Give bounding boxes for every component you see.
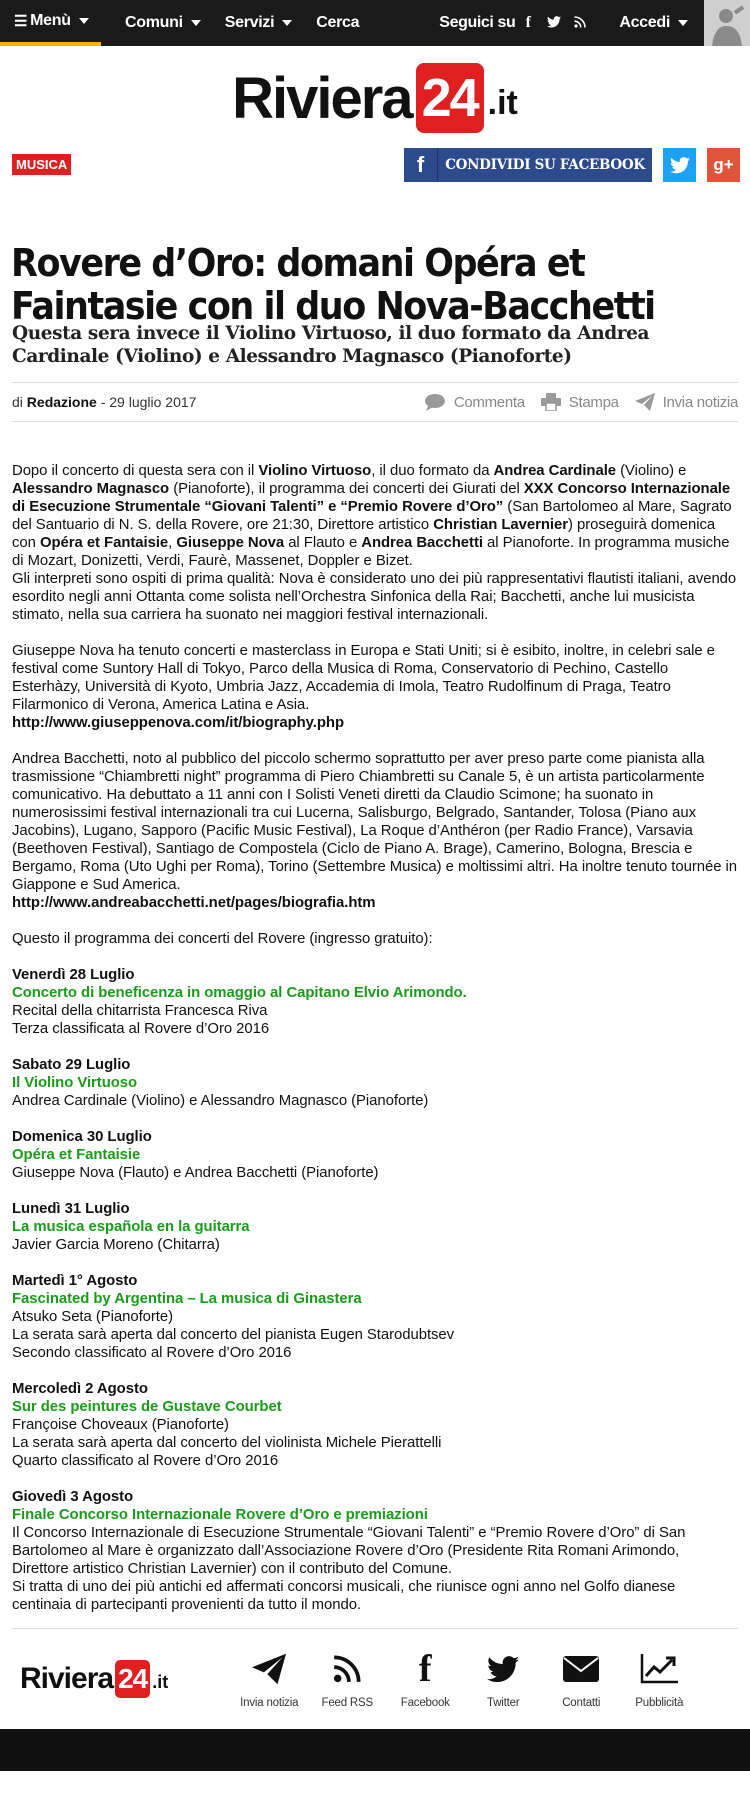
logo-riviera-text: Riviera xyxy=(20,1662,114,1695)
google-plus-icon: g+ xyxy=(713,155,734,174)
spacer xyxy=(12,1470,738,1488)
chevron-down-icon xyxy=(79,18,89,24)
site-logo[interactable] xyxy=(232,63,518,133)
event-detail: Terza classificata al Rovere d’Oro 2016 xyxy=(12,1021,270,1037)
event-title: Opéra et Fantaisie xyxy=(12,1147,141,1163)
servizi-label: Servizi xyxy=(224,14,275,31)
spacer xyxy=(12,1182,738,1200)
event-title: Il Violino Virtuoso xyxy=(12,1075,138,1091)
spacer xyxy=(12,912,738,930)
event-day: Martedì 1° Agosto xyxy=(12,1273,138,1289)
paper-plane-icon xyxy=(252,1653,286,1685)
logo-it-text: .it xyxy=(152,1672,169,1692)
event-title: Finale Concorso Internazionale Rovere d’Oro e premiazioni xyxy=(12,1507,428,1523)
event-detail: Recital della chitarrista Francesca Riva xyxy=(12,1003,268,1019)
text: (Violino) e xyxy=(616,463,687,479)
article-title: Rovere d’Oro: domani Opéra et Faintasie con il duo Nova-Bacchetti xyxy=(11,241,655,328)
text-bold: XXX Concorso Internazionale di Esecuzione Strumentale “Giovani Talenti” e “Premio Rovere d’Oro” xyxy=(12,481,731,515)
event-detail: Quarto classificato al Rovere d’Oro 2016 xyxy=(12,1453,279,1469)
paragraph-bacchetti: Andrea Bacchetti, noto al pubblico del piccolo schermo soprattutto per aver preso parte come pianista alla trasmissione “Chiambretti night” programma di Piero Chiambretti su Canale 5, è un artista particolarmente comunicativo. Ha debuttato a 11 anni con I Solisti Veneti diretti da Claudio Scimone; ha suonato in numerosissimi festival internazionali tra cui Lucerna, Salisburgo, Belgrado, Santander, Tolosa (Piano aux Jacobins), Lugano, Sapporo (Pacific Music Festival), La Roque d’Anthéron (per Radio France), Varsavia (Beethoven Festival), Santiago de Compostela (Ciclo de Piano A. Brage), Camerino, Bologna, Brescia e Bergamo, Roma (Uto Ughi per Roma), Torino (Settembre Musica) e moltissimi altri. Ha inoltre tenuto tournée in Giappone e Sud America. xyxy=(12,751,738,893)
event-title: Concerto di beneficenza in omaggio al Capitano Elvio Arimondo. xyxy=(12,985,467,1001)
twitter-icon xyxy=(487,1656,519,1683)
footer xyxy=(0,1629,750,1729)
site-logo-area xyxy=(0,46,750,146)
footer-logo[interactable] xyxy=(20,1660,168,1698)
spacer xyxy=(12,1362,738,1380)
rss-icon xyxy=(333,1655,361,1683)
event-item xyxy=(12,1128,738,1182)
event-day: Giovedì 3 Agosto xyxy=(12,1489,134,1505)
footer-link-label: Contatti xyxy=(562,1697,601,1709)
footer-link-label: Invia notizia xyxy=(240,1697,299,1709)
event-item xyxy=(12,966,738,1038)
event-detail: Secondo classificato al Rovere d’Oro 2016 xyxy=(12,1345,292,1361)
printer-icon xyxy=(541,393,561,411)
paragraph-intro xyxy=(12,462,738,570)
event-detail: Andrea Cardinale (Violino) e Alessandro Magnasco (Pianoforte) xyxy=(12,1093,429,1109)
twitter-icon xyxy=(670,157,690,174)
category-badge[interactable]: MUSICA xyxy=(12,154,71,175)
footer-link-pubblicita[interactable] xyxy=(620,1649,698,1709)
text-bold: Giuseppe Nova xyxy=(176,535,285,551)
send-news-label: Invia notizia xyxy=(662,393,738,411)
facebook-share-button[interactable] xyxy=(404,148,652,182)
cerca-link[interactable] xyxy=(304,0,371,46)
chevron-down-icon xyxy=(191,20,201,26)
accedi-dropdown[interactable] xyxy=(597,0,704,46)
link-nova-biography[interactable]: http://www.giuseppenova.com/it/biography.php xyxy=(12,715,345,731)
text-bold: Christian Lavernier xyxy=(433,517,568,533)
article-byline xyxy=(12,382,738,422)
event-day: Venerdì 28 Luglio xyxy=(12,967,135,983)
spacer xyxy=(12,1110,738,1128)
spacer xyxy=(12,732,738,750)
text: , xyxy=(168,535,177,551)
event-title: Sur des peintures de Gustave Courbet xyxy=(12,1399,282,1415)
seguici-label: Seguici su xyxy=(439,14,516,31)
logo-riviera-text: Riviera xyxy=(232,65,412,131)
footer-link-label: Twitter xyxy=(487,1697,520,1709)
paragraph-interpreti: Gli interpreti sono ospiti di prima qualità: Nova è considerato uno dei più rappresentativi flautisti italiani, avendo esordito negli anni Ottanta come solista nell’Orchestra Sinfonica della Rai; Bacchetti, anche lui musicista stimato, nella sua carriera ha suonato nei maggiori festival internazionali. xyxy=(12,571,737,623)
top-nav xyxy=(0,0,750,46)
line-chart-icon xyxy=(640,1654,678,1684)
google-plus-share-button[interactable] xyxy=(707,148,740,182)
event-detail: La serata sarà aperta dal concerto del violinista Michele Pierattelli xyxy=(12,1435,442,1451)
facebook-icon: f xyxy=(404,148,438,182)
bottom-bar xyxy=(0,1729,750,1771)
footer-link-label: Pubblicità xyxy=(635,1697,684,1709)
article-body xyxy=(0,422,750,1614)
spacer xyxy=(12,948,738,966)
text: (Pianoforte), il programma dei concerti dei Giurati del xyxy=(169,481,524,497)
event-day: Domenica 30 Luglio xyxy=(12,1129,152,1145)
text: al Flauto e xyxy=(284,535,362,551)
event-detail: Il Concorso Internazionale di Esecuzione Strumentale “Giovani Talenti” e “Premio Rovere d’Oro” di San Bartolomeo al Mare è organizzato dall’Associazione Rovere d’Oro (Presidente Rita Romani Arimondo, Direttore artistico Christian Lavernier) con il contributo del Comune. xyxy=(12,1525,686,1577)
event-day: Lunedì 31 Luglio xyxy=(12,1201,130,1217)
rss-icon[interactable] xyxy=(573,15,587,31)
footer-link-contatti[interactable] xyxy=(542,1649,620,1709)
comment-label: Commenta xyxy=(453,393,525,411)
print-button[interactable] xyxy=(541,393,619,411)
comuni-label: Comuni xyxy=(125,14,183,31)
menu-label: Menù xyxy=(30,12,71,29)
byline-prefix: di xyxy=(12,394,27,410)
text-bold: Violino Virtuoso xyxy=(258,463,372,479)
footer-link-facebook[interactable] xyxy=(386,1649,464,1709)
user-silhouette-icon xyxy=(704,0,750,46)
comment-button[interactable] xyxy=(424,393,525,411)
event-title: Fascinated by Argentina – La musica di Ginastera xyxy=(12,1291,362,1307)
text-bold: Andrea Bacchetti xyxy=(361,535,483,551)
accedi-label: Accedi xyxy=(619,14,670,31)
event-day: Sabato 29 Luglio xyxy=(12,1057,131,1073)
event-item xyxy=(12,1056,738,1110)
twitter-share-button[interactable] xyxy=(663,148,696,182)
article-subtitle: Questa sera invece il Violino Virtuoso, il duo formato da Andrea Cardinale (Violino) e Alessandro Magnasco (Pianoforte) xyxy=(12,323,650,367)
author-name[interactable]: Redazione xyxy=(26,394,97,410)
event-item xyxy=(12,1272,738,1362)
event-item xyxy=(12,1200,738,1254)
comment-icon xyxy=(424,393,446,411)
event-detail: Françoise Choveaux (Pianoforte) xyxy=(12,1417,229,1433)
link-bacchetti-biography[interactable]: http://www.andreabacchetti.net/pages/biografia.htm xyxy=(12,895,376,911)
print-label: Stampa xyxy=(568,393,619,411)
logo-24-badge: 24 xyxy=(115,1660,150,1698)
spacer xyxy=(12,1038,738,1056)
facebook-icon[interactable]: f xyxy=(525,14,531,31)
event-title: La musica española en la guitarra xyxy=(12,1219,250,1235)
cerca-label: Cerca xyxy=(316,14,360,31)
hamburger-icon: ☰ xyxy=(14,13,28,30)
chevron-down-icon xyxy=(678,20,688,26)
footer-link-invia-notizia[interactable] xyxy=(230,1649,308,1709)
servizi-dropdown[interactable] xyxy=(213,0,305,46)
chevron-down-icon xyxy=(282,20,292,26)
footer-link-label: Feed RSS xyxy=(321,1697,373,1709)
text: (San Bartolomeo al Mare, Sagrato del Santuario di N. S. della Rovere, ore 21:30, Direttore artistico xyxy=(12,499,732,533)
publish-date: - 29 luglio 2017 xyxy=(96,394,197,410)
facebook-icon: f xyxy=(418,1648,432,1690)
footer-links xyxy=(230,1649,698,1709)
event-day: Mercoledì 2 Agosto xyxy=(12,1381,148,1397)
text: al Pianoforte. In programma musiche di Mozart, Donizetti, Verdi, Faurè, Massenet, Doppler e Bizet. xyxy=(12,535,730,569)
footer-link-feed-rss[interactable] xyxy=(308,1649,386,1709)
footer-link-twitter[interactable] xyxy=(464,1649,542,1709)
facebook-share-label: CONDIVIDI SU FACEBOOK xyxy=(445,157,645,173)
event-detail: Javier Garcia Moreno (Chitarra) xyxy=(12,1237,220,1253)
user-avatar[interactable] xyxy=(704,0,750,46)
twitter-icon[interactable] xyxy=(547,15,561,31)
event-detail: Giuseppe Nova (Flauto) e Andrea Bacchetti (Pianoforte) xyxy=(12,1165,379,1181)
event-detail: La serata sarà aperta dal concerto del pianista Eugen Starodubtsev xyxy=(12,1327,455,1343)
spacer xyxy=(12,624,738,642)
paragraph-nova: Giuseppe Nova ha tenuto concerti e masterclass in Europa e Stati Uniti; si è esibito, inoltre, in celebri sale e festival come Suntory Hall di Tokyo, Parco della Musica di Roma, Conservatorio di Pechino, Castello Esterhàzy, Università di Kyoto, Umbria Jazz, Accademia di Imola, Teatro Rudolfinum di Praga, Teatro Filarmonico di Verona, America Latina e Asia. xyxy=(12,643,715,713)
logo-24-badge: 24 xyxy=(416,63,484,133)
text: ) proseguirà domenica con xyxy=(12,517,716,551)
events-list xyxy=(12,966,738,1614)
footer-link-label: Facebook xyxy=(400,1697,450,1709)
send-news-button[interactable] xyxy=(635,393,738,411)
text-bold: Andrea Cardinale xyxy=(493,463,617,479)
text-bold: Opéra et Fantaisie xyxy=(39,535,169,551)
event-item xyxy=(12,1380,738,1470)
logo-it-text: .it xyxy=(487,84,518,122)
comuni-dropdown[interactable] xyxy=(113,0,213,46)
text-bold: Alessandro Magnasco xyxy=(12,481,170,497)
event-item xyxy=(12,1488,738,1614)
event-detail: Atsuko Seta (Pianoforte) xyxy=(12,1309,174,1325)
social-links xyxy=(521,14,597,32)
envelope-icon xyxy=(563,1656,599,1682)
share-row xyxy=(0,146,750,206)
spacer xyxy=(12,1254,738,1272)
paper-plane-icon xyxy=(635,393,655,411)
text: , il duo formato da xyxy=(371,463,494,479)
menu-button[interactable] xyxy=(0,0,101,46)
text: Dopo il concerto di questa sera con il xyxy=(12,463,259,479)
event-detail: Si tratta di uno dei più antichi ed affermati concorsi musicali, che riunisce ogni anno nel Golfo dianese centinaia di partecipanti provenienti da tutto il mondo. xyxy=(12,1579,676,1613)
paragraph-programma: Questo il programma dei concerti del Rovere (ingresso gratuito): xyxy=(12,931,433,947)
